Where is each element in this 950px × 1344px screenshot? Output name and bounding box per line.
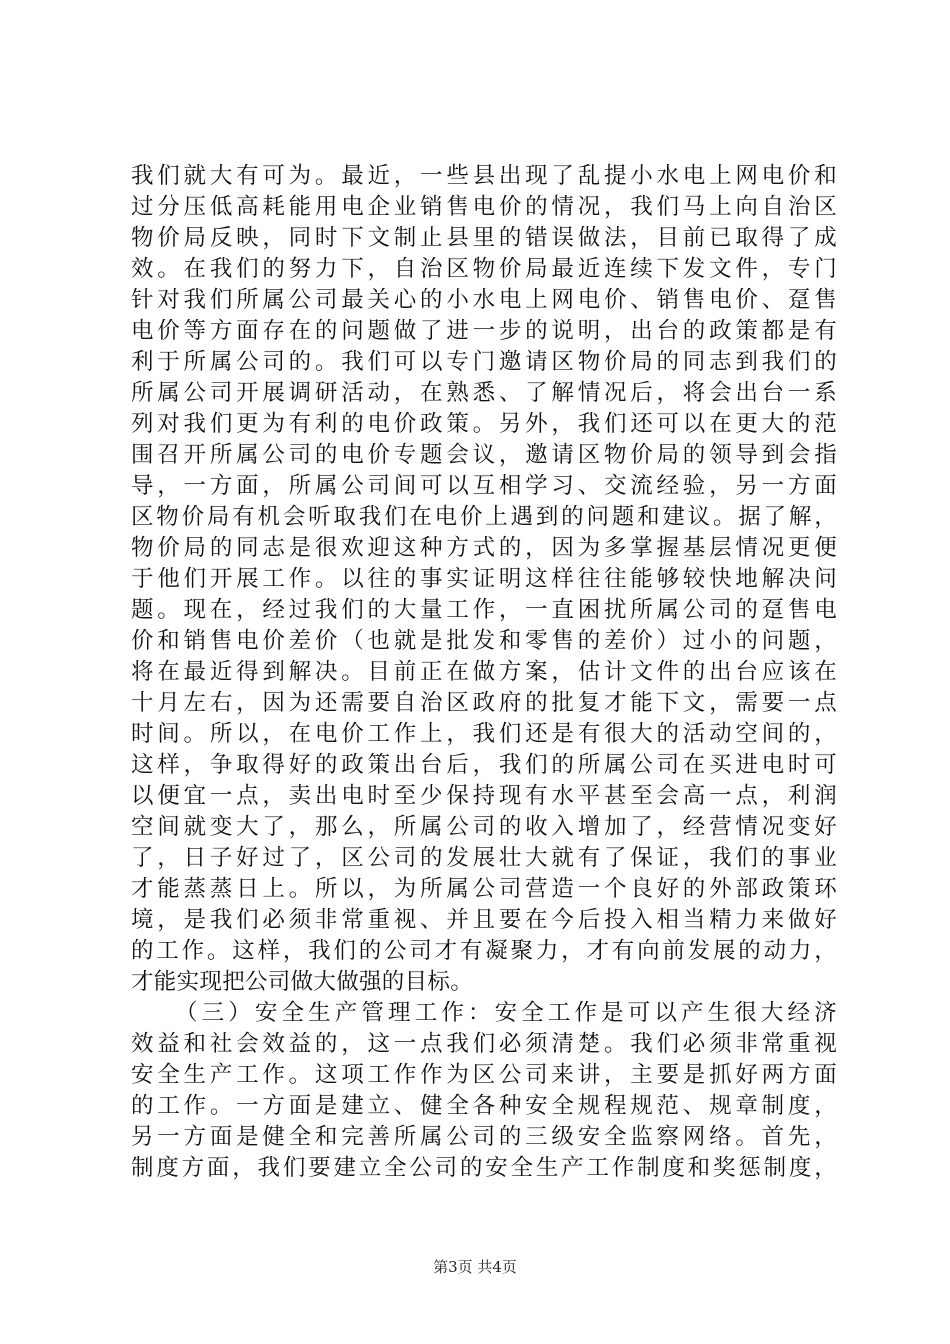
text-line: 过分压低高耗能用电企业销售电价的情况，我们马上向自治区 [131, 194, 837, 220]
text-line: 安全生产工作。这项工作作为区公司来讲，主要是抓好两方面 [131, 1062, 837, 1088]
text-line: 我们就大有可为。最近，一些县出现了乱提小水电上网电价和 [131, 163, 837, 189]
section-heading-line: （三）安全生产管理工作：安全工作是可以产生很大经济 [175, 1000, 837, 1026]
text-line: 导，一方面，所属公司间可以互相学习、交流经验，另一方面 [131, 473, 837, 499]
text-line: 空间就变大了，那么，所属公司的收入增加了，经营情况变好 [131, 814, 837, 840]
text-line: 利于所属公司的。我们可以专门邀请区物价局的同志到我们的 [131, 349, 837, 375]
text-line: 物价局反映，同时下文制止县里的错误做法，目前已取得了成 [131, 225, 837, 251]
body-text [131, 161, 837, 1184]
text-line: 列对我们更为有利的电价政策。另外，我们还可以在更大的范 [131, 411, 837, 437]
page-footer [0, 1257, 950, 1277]
text-line: 电价等方面存在的问题做了进一步的说明，出台的政策都是有 [131, 318, 837, 344]
text-line: 境，是我们必须非常重视、并且要在今后投入相当精力来做好 [131, 907, 837, 933]
text-line: 制度方面，我们要建立全公司的安全生产工作制度和奖惩制度， [131, 1155, 837, 1181]
text-line: 物价局的同志是很欢迎这种方式的，因为多掌握基层情况更便 [131, 535, 837, 561]
text-line: 针对我们所属公司最关心的小水电上网电价、销售电价、趸售 [131, 287, 837, 313]
text-line: 十月左右，因为还需要自治区政府的批复才能下文，需要一点 [131, 690, 837, 716]
text-line: 的工作。一方面是建立、健全各种安全规程规范、规章制度， [131, 1093, 837, 1119]
text-line: 时间。所以，在电价工作上，我们还是有很大的活动空间的， [131, 721, 837, 747]
text-line: 的工作。这样，我们的公司才有凝聚力，才有向前发展的动力， [131, 938, 837, 964]
text-line: 围召开所属公司的电价专题会议，邀请区物价局的领导到会指 [131, 442, 837, 468]
text-line: 效益和社会效益的，这一点我们必须清楚。我们必须非常重视 [131, 1031, 837, 1057]
text-line: 效。在我们的努力下，自治区物价局最近连续下发文件，专门 [131, 256, 837, 282]
text-line: 题。现在，经过我们的大量工作，一直困扰所属公司的趸售电 [131, 597, 837, 623]
text-line: 才能蒸蒸日上。所以，为所属公司营造一个良好的外部政策环 [131, 876, 837, 902]
page-number: 第3页 共4页 [433, 1258, 517, 1276]
text-line: 将在最近得到解决。目前正在做方案，估计文件的出台应该在 [131, 659, 837, 685]
text-line: 区物价局有机会听取我们在电价上遇到的问题和建议。据了解， [131, 504, 837, 530]
text-line: 另一方面是健全和完善所属公司的三级安全监察网络。首先， [131, 1124, 837, 1150]
text-line: 以便宜一点，卖出电时至少保持现有水平甚至会高一点，利润 [131, 783, 837, 809]
text-line: 所属公司开展调研活动，在熟悉、了解情况后，将会出台一系 [131, 380, 837, 406]
text-line: 了，日子好过了，区公司的发展壮大就有了保证，我们的事业 [131, 845, 837, 871]
text-line: 才能实现把公司做大做强的目标。 [131, 969, 474, 995]
text-line: 这样，争取得好的政策出台后，我们的所属公司在买进电时可 [131, 752, 837, 778]
text-line: 于他们开展工作。以往的事实证明这样往往能够较快地解决问 [131, 566, 837, 592]
text-line: 价和销售电价差价（也就是批发和零售的差价）过小的问题， [131, 628, 837, 654]
